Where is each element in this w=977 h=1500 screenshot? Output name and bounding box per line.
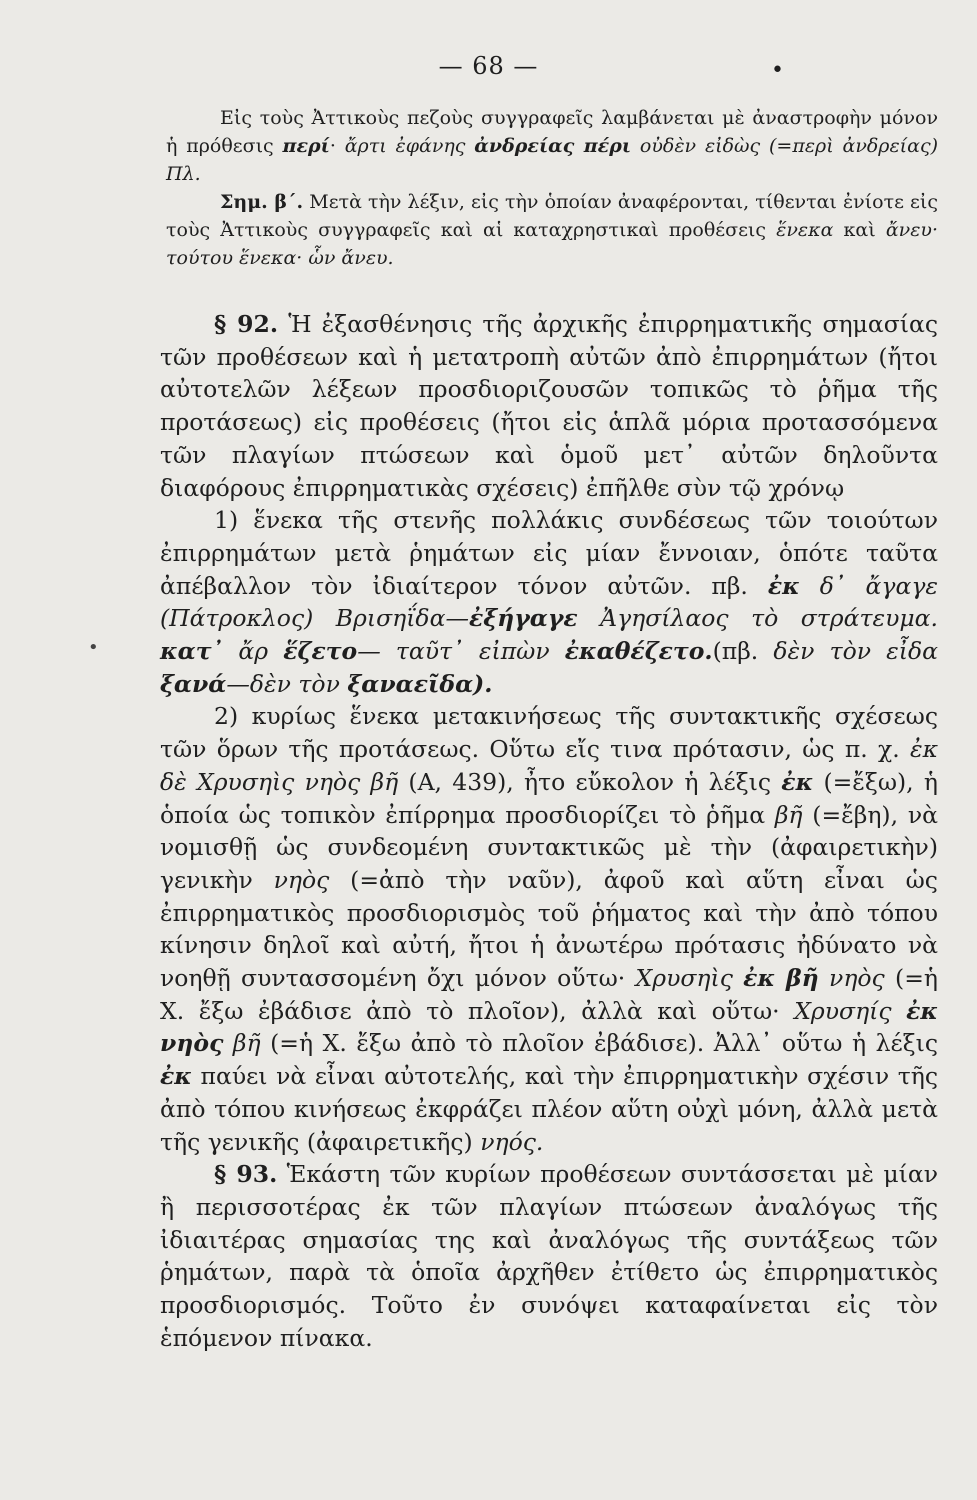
section-92: § 92. Ἡ ἐξασθένησις τῆς ἀρχικῆς ἐπιρρηματικῆς σημασίας τῶν προθέσεων καὶ ἡ μετατροπὴ αὐτῶν ἀπὸ ἐπιρρημάτων (ἤτοι αὐτοτελῶν λέξεων προσδιοριζουσῶν τοπικῶς τὸ ῥῆμα τῆς προτάσεως) εἰς προθέσεις (ἤτοι εἰς ἁπλᾶ μόρια προτασσόμενα τῶν πλαγίων πτώσεων καὶ ὁμοῦ μετ᾽ αὐτῶν δηλοῦντα διαφόρους ἐπιρρηματικὰς σχέσεις) ἐπῆλθε σὺν τῷ χρόνῳ — [160, 310, 938, 502]
section-number: § 92. — [214, 310, 279, 338]
section-number: § 93. — [214, 1160, 278, 1189]
footnote-block — [166, 104, 938, 272]
point-2: 2) κυρίως ἕνεκα μετακινήσεως τῆς συντακτικῆς σχέσεως τῶν ὅρων τῆς προτάσεως. Οὕτω εἴς τινα πρότασιν, ὡς π. χ. ἐκ δὲ Χρυσηὶς νηὸς βῆ (Α, 439), ἦτο εὔκολον ἡ λέξις ἐκ (=ἔξω), ἡ ὁποία ὡς τοπικὸν ἐπίρρημα προσδιορίζει τὸ ῥῆμα βῆ (=ἔβη), νὰ νομισθῇ ὡς συνδεομένη συντακτικῶς μὲ τὴν (ἀφαιρετικὴν) γενικὴν νηὸς (=ἀπὸ τὴν ναῦν), ἀφοῦ καὶ αὕτη εἶναι ὡς ἐπιρρηματικὸς προσδιορισμὸς τοῦ ῥήματος καὶ τὴν ἀπὸ τόπου κίνησιν δηλοῖ καὶ αὐτή, ἤτοι ἡ ἀνωτέρω πρότασις ἠδύνατο νὰ νοηθῇ συντασσομένη ὄχι μόνον οὕτω· Χρυσηὶς ἐκ βῆ νηὸς (=ἡ Χ. ἔξω ἐβάδισε ἀπὸ τὸ πλοῖον), ἀλλὰ καὶ οὕτω· Χρυσηίς ἐκ νηὸς βῆ (=ἡ Χ. ἔξω ἀπὸ τὸ πλοῖον ἐβάδισε). Ἀλλ᾽ οὕτω ἡ λέξις ἐκ παύει νὰ εἶναι αὐτοτελής, καὶ τὴν ἐπιρρηματικὴν σχέσιν τῆς ἀπὸ τόπου κινήσεως ἐκφράζει πλέον αὕτη οὐχὶ μόνη, ἀλλὰ μετὰ τῆς γενικῆς (ἀφαιρετικῆς) νηός. — [160, 702, 938, 1156]
point-1: 1) ἕνεκα τῆς στενῆς πολλάκις συνδέσεως τῶν τοιούτων ἐπιρρημάτων μετὰ ῥημάτων εἰς μίαν ἔννοιαν, ὁπότε ταῦτα ἀπέβαλλον τὸν ἰδιαίτερον τόνον αὐτῶν. πβ. ἐκ δ᾽ ἄγαγε (Πάτροκλος) Βρισηΐδα—ἐξήγαγε Ἀγησίλαος τὸ στράτευμα. κατ᾽ ἄρ ἕζετο— ταῦτ᾽ εἰπὼν ἐκαθέζετο.(πβ. δὲν τὸν εἶδα ξανά—δὲν τὸν ξαναεῖδα). — [160, 506, 938, 698]
main-text — [160, 308, 938, 1355]
margin-dot: • — [88, 637, 99, 658]
note-label: Σημ. β΄. — [220, 191, 304, 213]
section-93: § 93. Ἑκάστη τῶν κυρίων προθέσεων συντάσσεται μὲ μίαν ἢ περισσοτέρας ἐκ τῶν πλαγίων πτώσεων ἀναλόγως τῆς ἰδιαιτέρας σημασίας της καὶ ἀναλόγως τῆς συντάξεως τῶν ῥημάτων, παρὰ τὰ ὁποῖα ἀρχῆθεν ἐτίθετο ὡς ἐπιρρηματικὸς προσδιορισμός. Τοῦτο ἐν συνόψει καταφαίνεται εἰς τὸν ἑπόμενον πίνακα. — [160, 1160, 938, 1352]
page-mark: • — [771, 58, 784, 83]
page-number: — 68 — — [438, 52, 539, 80]
note-paragraph-1: Εἰς τοὺς Ἀττικοὺς πεζοὺς συγγραφεῖς λαμβάνεται μὲ ἀναστροφὴν μόνον ἡ πρόθεσις περί· ἄρτι ἐφάνης ἀνδρείας πέρι οὐδὲν εἰδὼς (=περὶ ἀνδρείας) Πλ. — [166, 107, 939, 185]
note-paragraph-2: Σημ. β΄. Μετὰ τὴν λέξιν, εἰς τὴν ὁποίαν ἀναφέρονται, τίθενται ἐνίοτε εἰς τοὺς Ἀττικοὺς συγγραφεῖς καὶ αἱ καταχρηστικαὶ προθέσεις ἕνεκα καὶ ἄνευ· τούτου ἕνεκα· ὧν ἄνευ. — [166, 191, 939, 269]
